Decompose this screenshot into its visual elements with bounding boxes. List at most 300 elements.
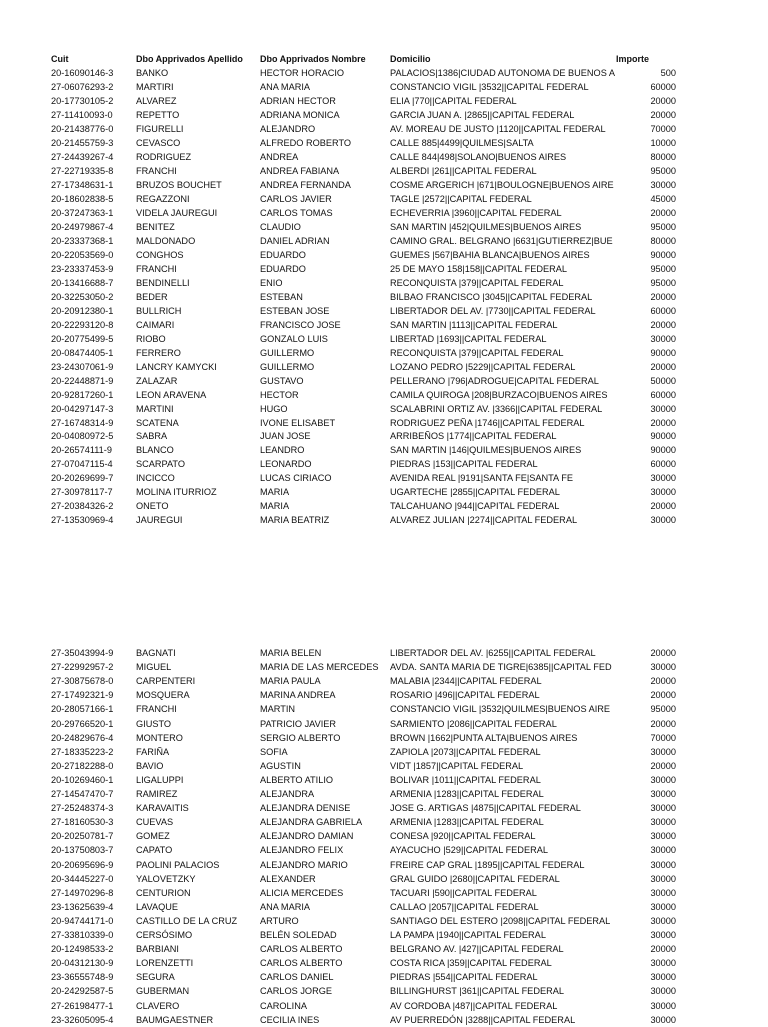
cell-cuit: 27-30978117-7 bbox=[51, 487, 113, 498]
cell-cuit: 20-37247363-1 bbox=[51, 207, 114, 218]
cell-importe: 20000 bbox=[650, 690, 676, 701]
table-row bbox=[0, 276, 768, 290]
cell-apellido: BLANCO bbox=[136, 445, 174, 456]
cell-apellido: SCATENA bbox=[136, 417, 179, 428]
cell-importe: 60000 bbox=[650, 459, 676, 470]
cell-domicilio: COSTA RICA |359||CAPITAL FEDERAL bbox=[390, 958, 552, 969]
cell-apellido: ALVAREZ bbox=[136, 95, 177, 106]
table-row bbox=[0, 66, 768, 80]
cell-apellido: YALOVETZKY bbox=[136, 873, 196, 884]
cell-importe: 20000 bbox=[650, 944, 676, 955]
table-row bbox=[0, 815, 768, 829]
table-row bbox=[0, 499, 768, 513]
cell-apellido: JAUREGUI bbox=[136, 515, 183, 526]
cell-cuit: 20-16090146-3 bbox=[51, 68, 114, 78]
cell-nombre: IVONE ELISABET bbox=[260, 417, 336, 428]
cell-domicilio: COSME ARGERICH |671|BOULOGNE|BUENOS AIRE bbox=[390, 179, 614, 190]
table-row bbox=[0, 513, 768, 527]
cell-domicilio: SCALABRINI ORTIZ AV. |3366||CAPITAL FEDERAL bbox=[390, 403, 603, 414]
cell-apellido: BAUMGAESTNER bbox=[136, 1014, 214, 1025]
cell-domicilio: SAN MARTIN |146|QUILMES|BUENOS AIRES bbox=[390, 445, 582, 456]
cell-importe: 30000 bbox=[650, 515, 676, 526]
table-row bbox=[0, 402, 768, 416]
cell-importe: 95000 bbox=[650, 165, 676, 176]
cell-cuit: 27-18335223-2 bbox=[51, 746, 114, 757]
cell-importe: 30000 bbox=[650, 473, 676, 484]
cell-importe: 30000 bbox=[650, 662, 676, 673]
cell-apellido: SCARPATO bbox=[136, 459, 186, 470]
table-row bbox=[0, 787, 768, 801]
cell-nombre: CARLOS ALBERTO bbox=[260, 958, 343, 969]
cell-apellido: CAPATO bbox=[136, 845, 173, 856]
cell-nombre: ENIO bbox=[260, 277, 283, 288]
cell-apellido: VIDELA JAUREGUI bbox=[136, 207, 218, 218]
cell-importe: 30000 bbox=[650, 746, 676, 757]
table-row bbox=[0, 290, 768, 304]
cell-domicilio: BILLINGHURST |361||CAPITAL FEDERAL bbox=[390, 986, 564, 997]
cell-importe: 60000 bbox=[650, 305, 676, 316]
cell-nombre: ANDREA FERNANDA bbox=[260, 179, 351, 190]
table-row bbox=[0, 942, 768, 956]
table-row bbox=[0, 192, 768, 206]
cell-nombre: BELÉN SOLEDAD bbox=[260, 930, 337, 940]
cell-importe: 70000 bbox=[650, 732, 676, 743]
cell-cuit: 20-24292587-5 bbox=[51, 986, 114, 997]
cell-apellido: FRANCHI bbox=[136, 704, 177, 715]
cell-domicilio: ELIA |770||CAPITAL FEDERAL bbox=[390, 95, 517, 106]
cell-domicilio: AV CORDOBA |487||CAPITAL FEDERAL bbox=[390, 1000, 558, 1011]
cell-cuit: 27-33810339-0 bbox=[51, 930, 114, 940]
cell-domicilio: MALABIA |2344||CAPITAL FEDERAL bbox=[390, 676, 542, 687]
cell-cuit: 20-13750803-7 bbox=[51, 845, 114, 856]
cell-domicilio: RECONQUISTA |379||CAPITAL FEDERAL bbox=[390, 347, 564, 358]
cell-apellido: BRUZOS BOUCHET bbox=[136, 179, 222, 190]
cell-domicilio: ALVAREZ JULIAN |2274||CAPITAL FEDERAL bbox=[390, 515, 578, 526]
table-row bbox=[0, 858, 768, 872]
cell-cuit: 27-20384326-2 bbox=[51, 501, 114, 512]
cell-importe: 20000 bbox=[650, 109, 676, 120]
cell-importe: 80000 bbox=[650, 235, 676, 246]
cell-cuit: 20-12498533-2 bbox=[51, 944, 114, 955]
table-row bbox=[0, 745, 768, 759]
cell-cuit: 27-24439267-4 bbox=[51, 151, 114, 162]
cell-domicilio: GARCIA JUAN A. |2865||CAPITAL FEDERAL bbox=[390, 109, 575, 120]
cell-importe: 20000 bbox=[650, 95, 676, 106]
table-row bbox=[0, 1013, 768, 1027]
header-domicilio: Domicilio bbox=[390, 54, 431, 64]
cell-nombre: MARIA DE LAS MERCEDES bbox=[260, 662, 379, 673]
cell-cuit: 20-20695696-9 bbox=[51, 859, 114, 870]
cell-cuit: 27-06076293-2 bbox=[51, 81, 114, 92]
cell-apellido: MOSQUERA bbox=[136, 690, 190, 701]
cell-apellido: CARPENTERI bbox=[136, 676, 196, 687]
cell-apellido: BEDER bbox=[136, 291, 168, 302]
cell-nombre: ARTURO bbox=[260, 915, 299, 926]
table-row bbox=[0, 94, 768, 108]
cell-importe: 30000 bbox=[650, 789, 676, 799]
cell-nombre: ESTEBAN JOSE bbox=[260, 305, 330, 316]
cell-cuit: 20-26574111-9 bbox=[51, 445, 112, 456]
cell-cuit: 27-22992957-2 bbox=[51, 662, 114, 673]
cell-nombre: CARLOS DANIEL bbox=[260, 972, 334, 983]
cell-importe: 30000 bbox=[650, 333, 676, 344]
cell-domicilio: SAN MARTIN |1113||CAPITAL FEDERAL bbox=[390, 319, 558, 330]
cell-apellido: GUBERMAN bbox=[136, 986, 190, 997]
cell-cuit: 23-23337453-9 bbox=[51, 263, 114, 274]
cell-importe: 70000 bbox=[650, 123, 676, 134]
cell-domicilio: BOLIVAR |1011||CAPITAL FEDERAL bbox=[390, 774, 541, 785]
cell-nombre: ALFREDO ROBERTO bbox=[260, 137, 352, 148]
cell-apellido: FRANCHI bbox=[136, 263, 177, 274]
cell-importe: 20000 bbox=[650, 718, 676, 729]
cell-domicilio: CALLAO |2057||CAPITAL FEDERAL bbox=[390, 901, 539, 912]
cell-nombre: CAROLINA bbox=[260, 1000, 307, 1011]
table-row bbox=[0, 443, 768, 457]
cell-cuit: 27-14547470-7 bbox=[51, 789, 114, 799]
cell-nombre: MARIA PAULA bbox=[260, 676, 321, 687]
cell-domicilio: SAN MARTIN |452|QUILMES|BUENOS AIRES bbox=[390, 221, 582, 232]
cell-apellido: MARTINI bbox=[136, 403, 174, 414]
cell-apellido: LEON ARAVENA bbox=[136, 389, 207, 400]
cell-apellido: LAVAQUE bbox=[136, 901, 179, 912]
table-row bbox=[0, 702, 768, 716]
cell-cuit: 20-34445227-0 bbox=[51, 873, 114, 884]
cell-domicilio: PIEDRAS |153||CAPITAL FEDERAL bbox=[390, 459, 538, 470]
cell-apellido: BANKO bbox=[136, 68, 169, 78]
cell-cuit: 20-10269460-1 bbox=[51, 774, 114, 785]
cell-nombre: LEONARDO bbox=[260, 459, 312, 470]
cell-domicilio: AVENIDA REAL |9191|SANTA FE|SANTA FE bbox=[390, 473, 573, 484]
header-nombre: Dbo Apprivados Nombre bbox=[260, 54, 366, 64]
cell-cuit: 27-11410093-0 bbox=[51, 109, 113, 120]
cell-apellido: FERRERO bbox=[136, 347, 181, 358]
cell-apellido: FRANCHI bbox=[136, 165, 177, 176]
table-row bbox=[0, 304, 768, 318]
cell-domicilio: AVDA. SANTA MARIA DE TIGRE|6385||CAPITAL FED bbox=[390, 662, 612, 673]
cell-domicilio: AYACUCHO |529||CAPITAL FEDERAL bbox=[390, 845, 548, 856]
header-row bbox=[0, 52, 768, 66]
cell-importe: 30000 bbox=[650, 986, 676, 997]
table-row bbox=[0, 485, 768, 499]
cell-apellido: MALDONADO bbox=[136, 235, 196, 246]
cell-cuit: 20-32253050-2 bbox=[51, 291, 114, 302]
cell-apellido: GIUSTO bbox=[136, 718, 172, 729]
cell-domicilio: CONSTANCIO VIGIL |3532||CAPITAL FEDERAL bbox=[390, 81, 589, 92]
cell-apellido: MOLINA ITURRIOZ bbox=[136, 487, 217, 498]
cell-importe: 30000 bbox=[650, 487, 676, 498]
cell-nombre: DANIEL ADRIAN bbox=[260, 235, 330, 246]
table-row bbox=[0, 457, 768, 471]
cell-cuit: 20-22293120-8 bbox=[51, 319, 114, 330]
cell-cuit: 20-22053569-0 bbox=[51, 249, 114, 260]
cell-domicilio: JOSE G. ARTIGAS |4875||CAPITAL FEDERAL bbox=[390, 803, 581, 814]
cell-apellido: CENTURION bbox=[136, 887, 191, 898]
cell-nombre: ANA MARIA bbox=[260, 81, 311, 92]
cell-apellido: BAGNATI bbox=[136, 648, 176, 658]
cell-importe: 95000 bbox=[650, 263, 676, 274]
cell-cuit: 20-28057166-1 bbox=[51, 704, 114, 715]
cell-importe: 30000 bbox=[650, 831, 676, 842]
cell-cuit: 20-21438776-0 bbox=[51, 123, 114, 134]
cell-nombre: GUILLERMO bbox=[260, 347, 315, 358]
cell-importe: 90000 bbox=[650, 431, 676, 442]
cell-apellido: KARAVAITIS bbox=[136, 803, 189, 814]
cell-importe: 30000 bbox=[650, 817, 676, 828]
cell-cuit: 23-13625639-4 bbox=[51, 901, 114, 912]
table-row bbox=[0, 388, 768, 402]
cell-domicilio: LIBERTADOR DEL AV. |6255||CAPITAL FEDERAL bbox=[390, 648, 596, 658]
cell-domicilio: ECHEVERRIA |3960||CAPITAL FEDERAL bbox=[390, 207, 562, 218]
cell-cuit: 27-35043994-9 bbox=[51, 648, 114, 658]
cell-importe: 30000 bbox=[650, 859, 676, 870]
cell-domicilio: AV. MOREAU DE JUSTO |1120||CAPITAL FEDERAL bbox=[390, 123, 606, 134]
cell-cuit: 20-20912380-1 bbox=[51, 305, 114, 316]
cell-nombre: ALEXANDER bbox=[260, 873, 316, 884]
cell-nombre: ALEJANDRO MARIO bbox=[260, 859, 348, 870]
cell-nombre: MARIA bbox=[260, 501, 290, 512]
cell-importe: 20000 bbox=[650, 291, 676, 302]
cell-cuit: 20-08474405-1 bbox=[51, 347, 114, 358]
table-row bbox=[0, 886, 768, 900]
cell-apellido: INCICCO bbox=[136, 473, 175, 484]
cell-importe: 30000 bbox=[650, 873, 676, 884]
header-apellido: Dbo Apprivados Apellido bbox=[136, 54, 243, 64]
cell-apellido: CEVASCO bbox=[136, 137, 181, 148]
cell-apellido: MONTERO bbox=[136, 732, 183, 743]
table-row bbox=[0, 248, 768, 262]
cell-domicilio: CONSTANCIO VIGIL |3532|QUILMES|BUENOS AIRE bbox=[390, 704, 611, 715]
table-row bbox=[0, 416, 768, 430]
cell-nombre: ALEJANDRO DAMIAN bbox=[260, 831, 354, 842]
cell-nombre: AGUSTIN bbox=[260, 760, 301, 771]
cell-domicilio: CAMILA QUIROGA |208|BURZACO|BUENOS AIRES bbox=[390, 389, 608, 400]
cell-cuit: 20-04080972-5 bbox=[51, 431, 114, 442]
cell-domicilio: TAGLE |2572||CAPITAL FEDERAL bbox=[390, 193, 532, 204]
cell-domicilio: ZAPIOLA |2073||CAPITAL FEDERAL bbox=[390, 746, 541, 757]
cell-nombre: ADRIAN HECTOR bbox=[260, 95, 336, 106]
cell-nombre: ANDREA bbox=[260, 151, 299, 162]
cell-nombre: ANA MARIA bbox=[260, 901, 311, 912]
cell-cuit: 27-25248374-3 bbox=[51, 803, 114, 814]
cell-domicilio: CAMINO GRAL. BELGRANO |6631|GUTIERREZ|BUE bbox=[390, 235, 613, 246]
table-row bbox=[0, 108, 768, 122]
cell-nombre: SOFIA bbox=[260, 746, 288, 757]
cell-domicilio: ARRIBEÑOS |1774||CAPITAL FEDERAL bbox=[390, 431, 557, 442]
cell-apellido: BENITEZ bbox=[136, 221, 175, 232]
table-row bbox=[0, 843, 768, 857]
cell-nombre: SERGIO ALBERTO bbox=[260, 732, 341, 743]
cell-apellido: CUEVAS bbox=[136, 817, 174, 828]
cell-cuit: 27-18160530-3 bbox=[51, 817, 114, 828]
cell-importe: 30000 bbox=[650, 1000, 676, 1011]
cell-domicilio: PIEDRAS |554||CAPITAL FEDERAL bbox=[390, 972, 538, 983]
cell-nombre: JUAN JOSE bbox=[260, 431, 311, 442]
cell-domicilio: TALCAHUANO |944||CAPITAL FEDERAL bbox=[390, 501, 560, 512]
cell-apellido: BULLRICH bbox=[136, 305, 182, 316]
cell-importe: 20000 bbox=[650, 501, 676, 512]
cell-cuit: 20-20269699-7 bbox=[51, 473, 114, 484]
table-row bbox=[0, 717, 768, 731]
cell-nombre: MARIA BEATRIZ bbox=[260, 515, 330, 526]
cell-nombre: ALEJANDRO bbox=[260, 123, 316, 134]
cell-nombre: HECTOR HORACIO bbox=[260, 68, 345, 78]
cell-importe: 20000 bbox=[650, 361, 676, 372]
cell-domicilio: BELGRANO AV. |427||CAPITAL FEDERAL bbox=[390, 944, 564, 955]
cell-domicilio: SARMIENTO |2086||CAPITAL FEDERAL bbox=[390, 718, 557, 729]
cell-nombre: ADRIANA MONICA bbox=[260, 109, 340, 120]
cell-apellido: MARTIRI bbox=[136, 81, 174, 92]
cell-domicilio: LIBERTAD |1693||CAPITAL FEDERAL bbox=[390, 333, 547, 344]
cell-apellido: FARIÑA bbox=[136, 746, 170, 757]
table-row bbox=[0, 136, 768, 150]
cell-importe: 500 bbox=[660, 68, 676, 78]
cell-cuit: 23-24307061-9 bbox=[51, 361, 114, 372]
cell-nombre: EDUARDO bbox=[260, 249, 306, 260]
cell-importe: 20000 bbox=[650, 417, 676, 428]
table-row bbox=[0, 374, 768, 388]
cell-nombre: GUILLERMO bbox=[260, 361, 315, 372]
cell-cuit: 20-20775499-5 bbox=[51, 333, 114, 344]
table-row bbox=[0, 206, 768, 220]
cell-domicilio: UGARTECHE |2855||CAPITAL FEDERAL bbox=[390, 487, 560, 498]
cell-nombre: CLAUDIO bbox=[260, 221, 301, 232]
cell-domicilio: TACUARI |590||CAPITAL FEDERAL bbox=[390, 887, 537, 898]
cell-cuit: 20-22448871-9 bbox=[51, 375, 114, 386]
cell-nombre: ALEJANDRA DENISE bbox=[260, 803, 351, 814]
table-row bbox=[0, 731, 768, 745]
cell-apellido: CASTILLO DE LA CRUZ bbox=[136, 915, 238, 926]
cell-nombre: CARLOS JAVIER bbox=[260, 193, 332, 204]
cell-nombre: ALEJANDRA bbox=[260, 789, 315, 799]
table-row bbox=[0, 429, 768, 443]
cell-domicilio: GUEMES |567|BAHIA BLANCA|BUENOS AIRES bbox=[390, 249, 590, 260]
header-importe: Importe bbox=[616, 54, 650, 64]
cell-cuit: 27-30875678-0 bbox=[51, 676, 114, 687]
cell-domicilio: ARMENIA |1283||CAPITAL FEDERAL bbox=[390, 789, 544, 799]
cell-domicilio: ALBERDI |261||CAPITAL FEDERAL bbox=[390, 165, 537, 176]
cell-nombre: HECTOR bbox=[260, 389, 299, 400]
cell-cuit: 23-32605095-4 bbox=[51, 1014, 114, 1025]
cell-cuit: 27-07047115-4 bbox=[51, 459, 113, 470]
cell-cuit: 27-16748314-9 bbox=[51, 417, 114, 428]
table-row bbox=[0, 234, 768, 248]
cell-apellido: SEGURA bbox=[136, 972, 175, 983]
cell-importe: 20000 bbox=[650, 319, 676, 330]
cell-importe: 60000 bbox=[650, 389, 676, 400]
cell-importe: 95000 bbox=[650, 277, 676, 288]
cell-domicilio: PALACIOS|1386|CIUDAD AUTONOMA DE BUENOS A bbox=[390, 68, 616, 78]
cell-nombre: MARTIN bbox=[260, 704, 296, 715]
cell-domicilio: LIBERTADOR DEL AV. |7730||CAPITAL FEDERAL bbox=[390, 305, 596, 316]
cell-domicilio: VIDT |1857||CAPITAL FEDERAL bbox=[390, 760, 524, 771]
cell-cuit: 20-04312130-9 bbox=[51, 958, 114, 969]
cell-apellido: ZALAZAR bbox=[136, 375, 178, 386]
cell-domicilio: BILBAO FRANCISCO |3045||CAPITAL FEDERAL bbox=[390, 291, 593, 302]
table-row bbox=[0, 471, 768, 485]
cell-apellido: CERSÓSIMO bbox=[136, 930, 193, 940]
cell-cuit: 23-36555748-9 bbox=[51, 972, 114, 983]
cell-nombre: CARLOS ALBERTO bbox=[260, 944, 343, 955]
cell-apellido: LORENZETTI bbox=[136, 958, 194, 969]
cell-domicilio: ROSARIO |496||CAPITAL FEDERAL bbox=[390, 690, 540, 701]
table-row bbox=[0, 164, 768, 178]
cell-nombre: ESTEBAN bbox=[260, 291, 303, 302]
cell-importe: 30000 bbox=[650, 915, 676, 926]
cell-domicilio: CONESA |920||CAPITAL FEDERAL bbox=[390, 831, 536, 842]
table-row bbox=[0, 928, 768, 942]
table-row bbox=[0, 646, 768, 660]
cell-nombre: ANDREA FABIANA bbox=[260, 165, 340, 176]
cell-importe: 30000 bbox=[650, 845, 676, 856]
cell-importe: 60000 bbox=[650, 81, 676, 92]
cell-domicilio: LA PAMPA |1940||CAPITAL FEDERAL bbox=[390, 930, 546, 940]
cell-importe: 30000 bbox=[650, 803, 676, 814]
cell-importe: 95000 bbox=[650, 221, 676, 232]
cell-apellido: GOMEZ bbox=[136, 831, 170, 842]
table-row bbox=[0, 773, 768, 787]
cell-cuit: 20-04297147-3 bbox=[51, 403, 114, 414]
cell-cuit: 20-92817260-1 bbox=[51, 389, 114, 400]
cell-cuit: 20-29766520-1 bbox=[51, 718, 114, 729]
table-row bbox=[0, 956, 768, 970]
table-row bbox=[0, 872, 768, 886]
cell-importe: 90000 bbox=[650, 249, 676, 260]
table-row bbox=[0, 360, 768, 374]
cell-apellido: ONETO bbox=[136, 501, 169, 512]
table-row bbox=[0, 984, 768, 998]
cell-importe: 30000 bbox=[650, 887, 676, 898]
table-row bbox=[0, 829, 768, 843]
cell-nombre: MARIA BELEN bbox=[260, 648, 322, 658]
cell-cuit: 27-17348631-1 bbox=[51, 179, 114, 190]
cell-nombre: ALEJANDRA GABRIELA bbox=[260, 817, 363, 828]
cell-cuit: 20-20250781-7 bbox=[51, 831, 114, 842]
cell-importe: 30000 bbox=[650, 972, 676, 983]
cell-cuit: 27-14970296-8 bbox=[51, 887, 114, 898]
cell-importe: 20000 bbox=[650, 648, 676, 658]
cell-importe: 80000 bbox=[650, 151, 676, 162]
cell-cuit: 27-26198477-1 bbox=[51, 1000, 114, 1011]
cell-apellido: BARBIANI bbox=[136, 944, 179, 955]
cell-importe: 20000 bbox=[650, 676, 676, 687]
cell-importe: 90000 bbox=[650, 347, 676, 358]
cell-importe: 30000 bbox=[650, 958, 676, 969]
header-cuit: Cuit bbox=[51, 54, 69, 64]
cell-importe: 30000 bbox=[650, 179, 676, 190]
cell-nombre: LEANDRO bbox=[260, 445, 305, 456]
cell-nombre: EDUARDO bbox=[260, 263, 306, 274]
cell-cuit: 20-27182288-0 bbox=[51, 760, 114, 771]
cell-apellido: PAOLINI PALACIOS bbox=[136, 859, 220, 870]
cell-domicilio: LOZANO PEDRO |5229||CAPITAL FEDERAL bbox=[390, 361, 576, 372]
cell-apellido: LANCRY KAMYCKI bbox=[136, 361, 217, 372]
cell-importe: 30000 bbox=[650, 403, 676, 414]
cell-domicilio: ARMENIA |1283||CAPITAL FEDERAL bbox=[390, 817, 544, 828]
cell-apellido: MIGUEL bbox=[136, 662, 172, 673]
cell-nombre: GONZALO LUIS bbox=[260, 333, 328, 344]
cell-apellido: CAIMARI bbox=[136, 319, 175, 330]
cell-nombre: CECILIA INES bbox=[260, 1014, 320, 1025]
cell-cuit: 20-21455759-3 bbox=[51, 137, 114, 148]
cell-nombre: PATRICIO JAVIER bbox=[260, 718, 337, 729]
cell-domicilio: 25 DE MAYO 158|158||CAPITAL FEDERAL bbox=[390, 263, 568, 274]
cell-domicilio: FREIRE CAP GRAL |1895||CAPITAL FEDERAL bbox=[390, 859, 585, 870]
cell-cuit: 20-13416688-7 bbox=[51, 277, 114, 288]
cell-cuit: 20-23337368-1 bbox=[51, 235, 114, 246]
cell-importe: 20000 bbox=[650, 760, 676, 771]
cell-domicilio: BROWN |1662|PUNTA ALTA|BUENOS AIRES bbox=[390, 732, 578, 743]
cell-nombre: CARLOS TOMAS bbox=[260, 207, 333, 218]
